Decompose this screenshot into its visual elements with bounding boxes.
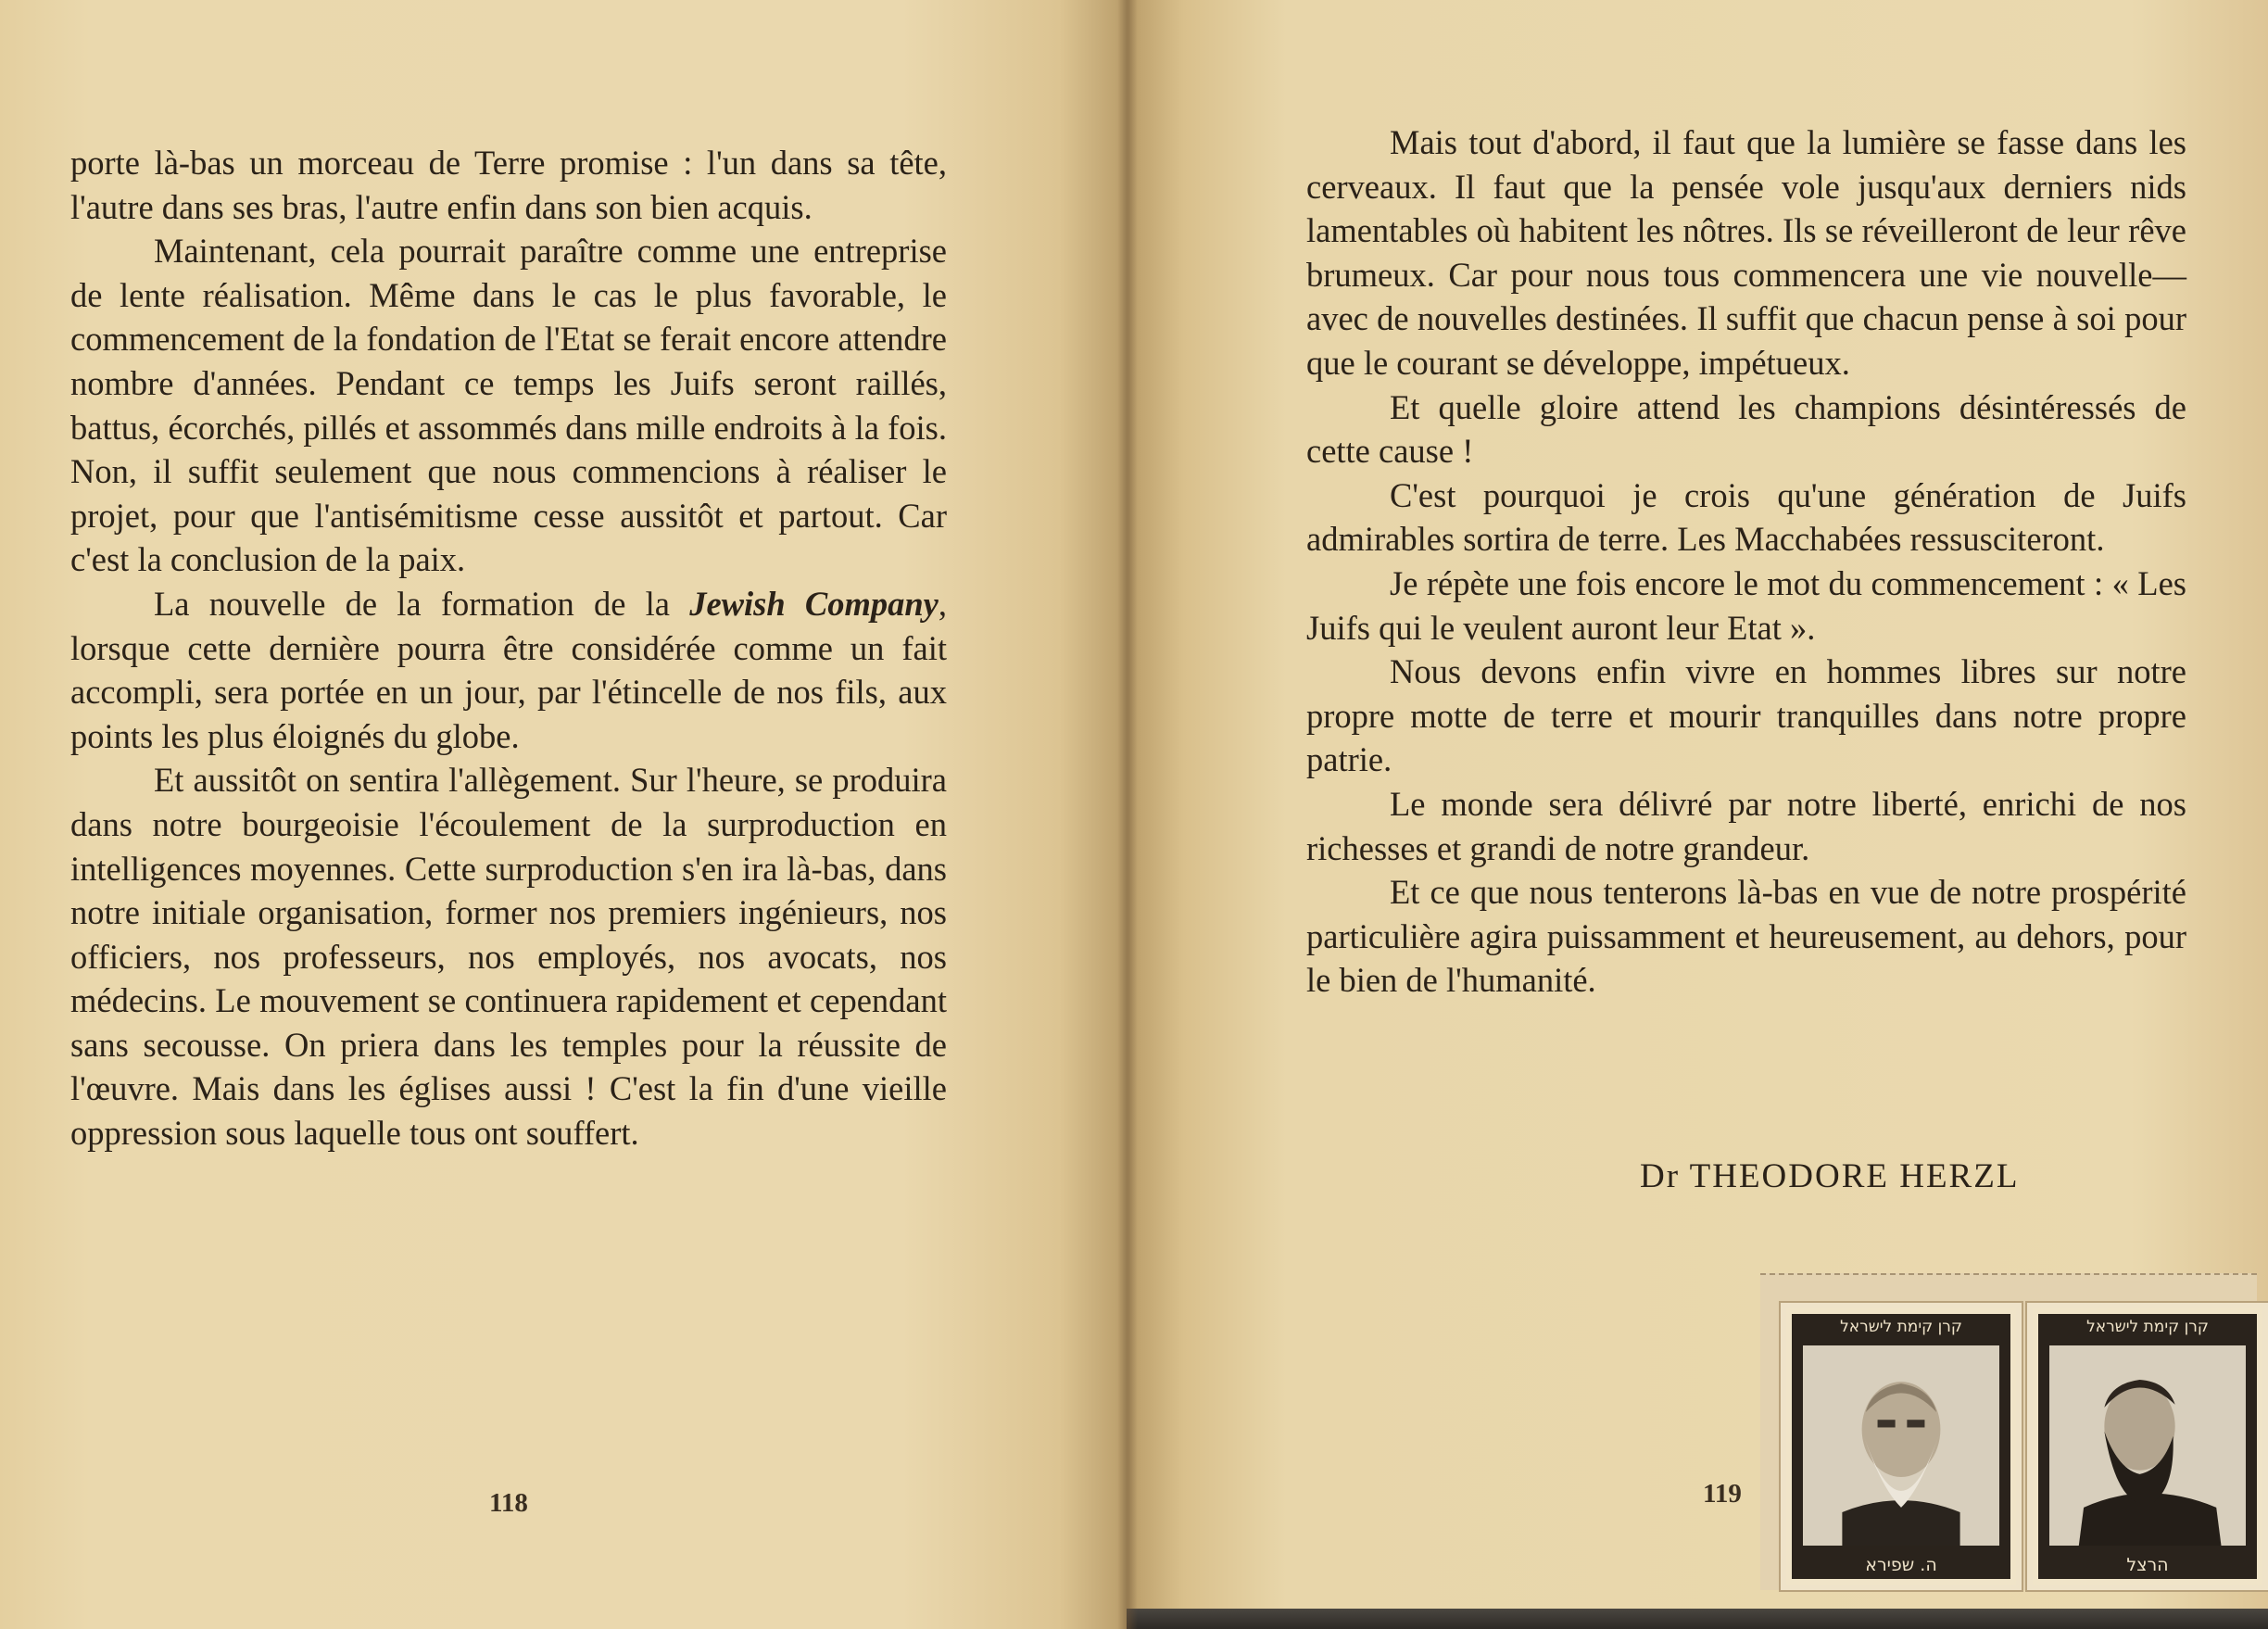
book-gutter xyxy=(1117,0,1138,1629)
left-page-text xyxy=(70,141,947,1155)
stamp-frame xyxy=(2038,1314,2257,1579)
jewish-company-term: Jewish Company xyxy=(689,584,939,623)
left-page xyxy=(0,0,1127,1629)
left-paragraph-1: porte là-bas un morceau de Terre promise : l'un dans sa tête, l'autre dans ses bras, l'autre enfin dans son bien acquis. xyxy=(70,144,947,226)
portrait-herzl-image xyxy=(2049,1345,2246,1546)
paragraph-3-end: , lorsque cette dernière pourra être considérée comme un fait accompli, sera portée en un jour, par l'étincelle de nos fils, aux points les plus éloignés du globe. xyxy=(70,584,947,755)
paragraph-3-start: La nouvelle de la formation de la xyxy=(154,584,670,623)
stamp-top-label: קרן קימת לישראל xyxy=(1840,1318,1962,1336)
stamp-shapira xyxy=(1781,1303,2022,1590)
stamp-bottom-label: ה. שפירא xyxy=(1865,1555,1937,1575)
right-paragraph-5: Nous devons enfin vivre en hommes libres sur notre propre motte de terre et mourir tranquilles dans notre propre patrie. xyxy=(1306,652,2186,779)
left-paragraph-2: Maintenant, cela pourrait paraître comme une entreprise de lente réalisation. Même dans le cas le plus favorable, le commencement de la fondation de l'Etat se ferait encore attendre nombre d'années. Pendant ce temps les Juifs seront raillés, battus, écorchés, pillés et assommés dans mille endroits à la fois. Non, il suffit seulement que nous commencions à réaliser le projet, pour que l'antisémitisme cesse aussitôt et partout. Car c'est la conclusion de la paix. xyxy=(70,232,948,579)
right-paragraph-2: Et quelle gloire attend les champions désintéressés de cette cause ! xyxy=(1306,387,2186,471)
right-paragraph-7: Et ce que nous tenterons là-bas en vue de notre prospérité particulière agira puissamment et heureusement, au dehors, pour le bien de l'humanité. xyxy=(1306,873,2186,1000)
stamp-frame xyxy=(1792,1314,2010,1579)
left-paragraph-3 xyxy=(70,582,947,758)
stamp-bottom-label: הרצל xyxy=(2126,1555,2169,1575)
right-page-text xyxy=(1306,120,2186,1003)
portrait-shapira-image xyxy=(1803,1345,1999,1546)
left-paragraph-4: Et aussitôt on sentira l'allègement. Sur l'heure, se produira dans notre bourgeoisie l'écoulement de la surproduction en intelligences moyennes. Cette surproduction s'en ira là-bas, dans notre initiale organisation, former nos premiers ingénieurs, nos officiers, nos professeurs, nos employés, nos avocats, nos médecins. Le mouvement se continuera rapidement et cependant sans secousse. On priera dans les temples pour la réussite de l'œuvre. Mais dans les églises aussi ! C'est la fin d'une vieille oppression sous laquelle tous ont souffert. xyxy=(70,761,947,1153)
stamp-herzl xyxy=(2027,1303,2268,1590)
right-page-number: 119 xyxy=(1703,1479,1742,1509)
stamp-top-label: קרן קימת לישראל xyxy=(2086,1318,2209,1336)
right-paragraph-3: C'est pourquoi je crois qu'une génération de Juifs admirables sortira de terre. Les Macchabées ressusciteront. xyxy=(1306,475,2186,559)
right-paragraph-6: Le monde sera délivré par notre liberté, enrichi de nos richesses et grandi de notre grandeur. xyxy=(1306,784,2186,867)
left-page-number: 118 xyxy=(489,1488,528,1518)
author-signature: Dr THEODORE HERZL xyxy=(1640,1157,2020,1195)
right-paragraph-4: Je répète une fois encore le mot du commencement : « Les Juifs qui le veulent auront leur Etat ». xyxy=(1306,563,2186,647)
right-paragraph-1: Mais tout d'abord, il faut que la lumière se fasse dans les cerveaux. Il faut que la pensée vole jusqu'aux derniers nids lamentables où habitent les nôtres. Ils se réveilleront de leur rêve brumeux. Car pour nous tous commencera une vie nouvelle—avec de nouvelles destinées. Il suffit que chacun pense à soi pour que le courant se développe, impétueux. xyxy=(1306,123,2186,382)
stamp-sheet xyxy=(1760,1273,2257,1590)
